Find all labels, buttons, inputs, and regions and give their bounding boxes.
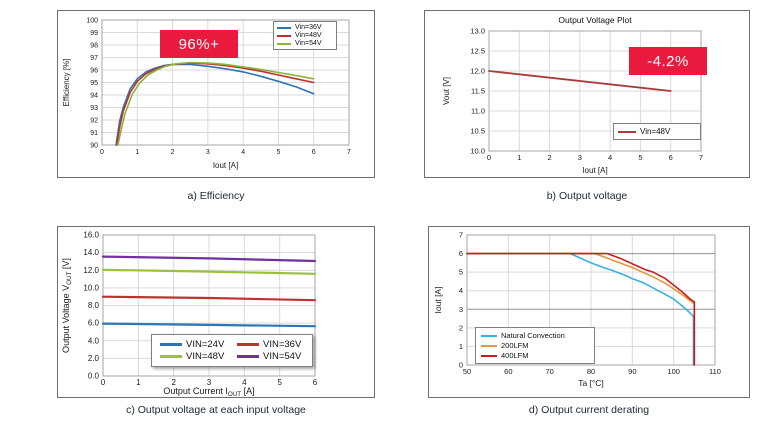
legend-item bbox=[160, 339, 227, 350]
svg-text:2: 2 bbox=[170, 149, 175, 156]
svg-text:93: 93 bbox=[90, 105, 98, 112]
svg-text:2.0: 2.0 bbox=[87, 353, 99, 363]
svg-text:110: 110 bbox=[709, 367, 721, 376]
svg-text:Ta [°C]: Ta [°C] bbox=[578, 378, 604, 388]
legend-label: 400LFM bbox=[501, 351, 529, 360]
legend-label: VIN=48V bbox=[186, 351, 225, 362]
svg-text:50: 50 bbox=[462, 367, 472, 376]
legend-line-swatch bbox=[277, 27, 291, 29]
legend-label: Vin=54V bbox=[295, 40, 322, 47]
svg-text:4.0: 4.0 bbox=[87, 336, 99, 346]
svg-text:97: 97 bbox=[90, 55, 98, 62]
legend-line-swatch bbox=[237, 355, 259, 358]
svg-text:1: 1 bbox=[136, 378, 141, 387]
svg-text:0: 0 bbox=[100, 378, 106, 387]
svg-text:10.0: 10.0 bbox=[83, 283, 99, 293]
legend-item bbox=[277, 40, 333, 47]
svg-text:0.0: 0.0 bbox=[87, 371, 99, 381]
voltage-per-input-chart bbox=[58, 227, 374, 397]
legend-item bbox=[481, 351, 589, 360]
svg-text:8.0: 8.0 bbox=[87, 301, 99, 310]
svg-text:6.0: 6.0 bbox=[87, 318, 99, 328]
svg-text:70: 70 bbox=[545, 367, 554, 376]
chart-panel-efficiency bbox=[57, 10, 375, 178]
svg-text:3: 3 bbox=[205, 149, 210, 156]
legend-label: 200LFM bbox=[501, 341, 529, 350]
svg-text:10.0: 10.0 bbox=[470, 146, 485, 156]
legend bbox=[475, 327, 595, 364]
legend-line-swatch bbox=[277, 43, 291, 45]
svg-text:0: 0 bbox=[100, 149, 104, 156]
svg-text:95: 95 bbox=[90, 80, 98, 87]
legend-label: VIN=54V bbox=[263, 351, 302, 362]
chart-caption-output-voltage: b) Output voltage bbox=[546, 190, 628, 202]
series-line-vin-24v bbox=[103, 324, 315, 327]
svg-text:94: 94 bbox=[90, 92, 98, 100]
legend-label: Vin=48V bbox=[640, 127, 671, 136]
chart-panel-output-voltage bbox=[424, 10, 750, 178]
legend-line-swatch bbox=[277, 35, 291, 37]
svg-text:80: 80 bbox=[586, 367, 596, 376]
annotation-badge: 96%+ bbox=[160, 30, 238, 58]
legend-item bbox=[481, 341, 589, 350]
legend-item bbox=[277, 24, 333, 31]
legend-item bbox=[237, 339, 304, 350]
svg-text:4: 4 bbox=[458, 286, 463, 296]
legend-item bbox=[237, 351, 304, 362]
svg-text:10.5: 10.5 bbox=[470, 126, 485, 136]
svg-text:12.5: 12.5 bbox=[470, 46, 485, 56]
legend-line-swatch bbox=[481, 355, 497, 357]
svg-text:99: 99 bbox=[90, 30, 98, 37]
svg-text:7: 7 bbox=[698, 153, 704, 162]
svg-text:Output Current IOUT [A]: Output Current $I_{OUT}$ [A] bbox=[163, 386, 255, 397]
chart-caption-voltage-per-input: c) Output voltage at each input voltage bbox=[126, 404, 306, 416]
svg-text:11.5: 11.5 bbox=[470, 86, 485, 96]
svg-text:100: 100 bbox=[667, 367, 680, 376]
legend bbox=[151, 334, 313, 367]
svg-text:3: 3 bbox=[577, 153, 582, 162]
svg-text:91: 91 bbox=[90, 130, 98, 137]
svg-text:5: 5 bbox=[458, 267, 463, 277]
legend-label: VIN=36V bbox=[263, 339, 302, 350]
svg-text:Output Voltage VOUT [V]: Output Voltage $V_{OUT}$ [V] bbox=[61, 258, 73, 353]
svg-text:5: 5 bbox=[276, 149, 281, 156]
svg-text:7: 7 bbox=[458, 230, 463, 240]
chart-panel-voltage-per-input bbox=[57, 226, 375, 398]
annotation-badge: -4.2% bbox=[629, 47, 707, 75]
legend-item bbox=[277, 32, 333, 39]
svg-text:90: 90 bbox=[90, 142, 98, 150]
legend-line-swatch bbox=[160, 355, 182, 358]
svg-text:3: 3 bbox=[458, 304, 463, 314]
svg-text:14.0: 14.0 bbox=[83, 248, 99, 258]
svg-text:1: 1 bbox=[135, 149, 140, 156]
svg-text:5: 5 bbox=[638, 153, 643, 162]
svg-text:4: 4 bbox=[242, 378, 247, 387]
svg-text:96: 96 bbox=[90, 67, 98, 75]
chart-panel-derating bbox=[428, 226, 750, 398]
chart-caption-efficiency: a) Efficiency bbox=[187, 190, 245, 202]
legend bbox=[273, 21, 337, 50]
svg-text:1: 1 bbox=[458, 341, 463, 351]
svg-text:12.0: 12.0 bbox=[470, 66, 485, 76]
svg-text:100: 100 bbox=[86, 17, 98, 25]
legend-item bbox=[160, 351, 227, 362]
svg-text:Efficiency [%]: Efficiency [%] bbox=[62, 58, 71, 107]
svg-text:5: 5 bbox=[277, 378, 282, 387]
svg-text:6: 6 bbox=[668, 153, 673, 162]
legend-label: VIN=24V bbox=[186, 339, 225, 350]
legend bbox=[613, 123, 701, 140]
svg-text:Iout [A]: Iout [A] bbox=[582, 166, 608, 175]
legend-line-swatch bbox=[618, 131, 636, 133]
svg-text:16.0: 16.0 bbox=[83, 230, 99, 240]
legend-line-swatch bbox=[481, 335, 497, 337]
svg-text:4: 4 bbox=[608, 153, 613, 162]
chart-title: Output Voltage Plot bbox=[558, 15, 632, 25]
svg-text:Vout [V]: Vout [V] bbox=[442, 76, 451, 106]
legend-item bbox=[481, 331, 589, 340]
svg-text:7: 7 bbox=[347, 149, 351, 156]
svg-text:60: 60 bbox=[504, 367, 513, 376]
legend-line-swatch bbox=[160, 343, 182, 346]
svg-text:0: 0 bbox=[458, 360, 463, 370]
legend-label: Vin=36V bbox=[295, 24, 322, 31]
chart-caption-derating: d) Output current derating bbox=[528, 404, 650, 416]
svg-text:0: 0 bbox=[486, 153, 492, 162]
svg-text:6: 6 bbox=[312, 378, 318, 387]
svg-text:2: 2 bbox=[547, 153, 552, 162]
derating-chart bbox=[429, 227, 749, 397]
legend-label: Natural Convection bbox=[501, 331, 565, 340]
svg-text:2: 2 bbox=[171, 378, 176, 387]
legend-item bbox=[618, 127, 696, 136]
svg-text:Iout [A]: Iout [A] bbox=[433, 286, 443, 314]
svg-text:12.0: 12.0 bbox=[83, 265, 99, 275]
svg-text:11.0: 11.0 bbox=[470, 106, 485, 116]
legend-line-swatch bbox=[237, 343, 259, 346]
legend-line-swatch bbox=[481, 345, 497, 347]
svg-text:2: 2 bbox=[458, 323, 463, 333]
svg-text:98: 98 bbox=[90, 42, 98, 50]
svg-text:92: 92 bbox=[90, 117, 98, 125]
svg-text:6: 6 bbox=[311, 149, 316, 156]
svg-text:90: 90 bbox=[628, 367, 637, 376]
svg-text:6: 6 bbox=[458, 249, 463, 259]
svg-text:1: 1 bbox=[517, 153, 522, 162]
svg-text:13.0: 13.0 bbox=[470, 26, 485, 36]
output-voltage-chart bbox=[425, 11, 749, 177]
svg-text:3: 3 bbox=[206, 378, 212, 387]
svg-text:Iout [A]: Iout [A] bbox=[212, 161, 239, 170]
svg-text:4: 4 bbox=[241, 149, 246, 156]
legend-label: Vin=48V bbox=[295, 32, 322, 39]
